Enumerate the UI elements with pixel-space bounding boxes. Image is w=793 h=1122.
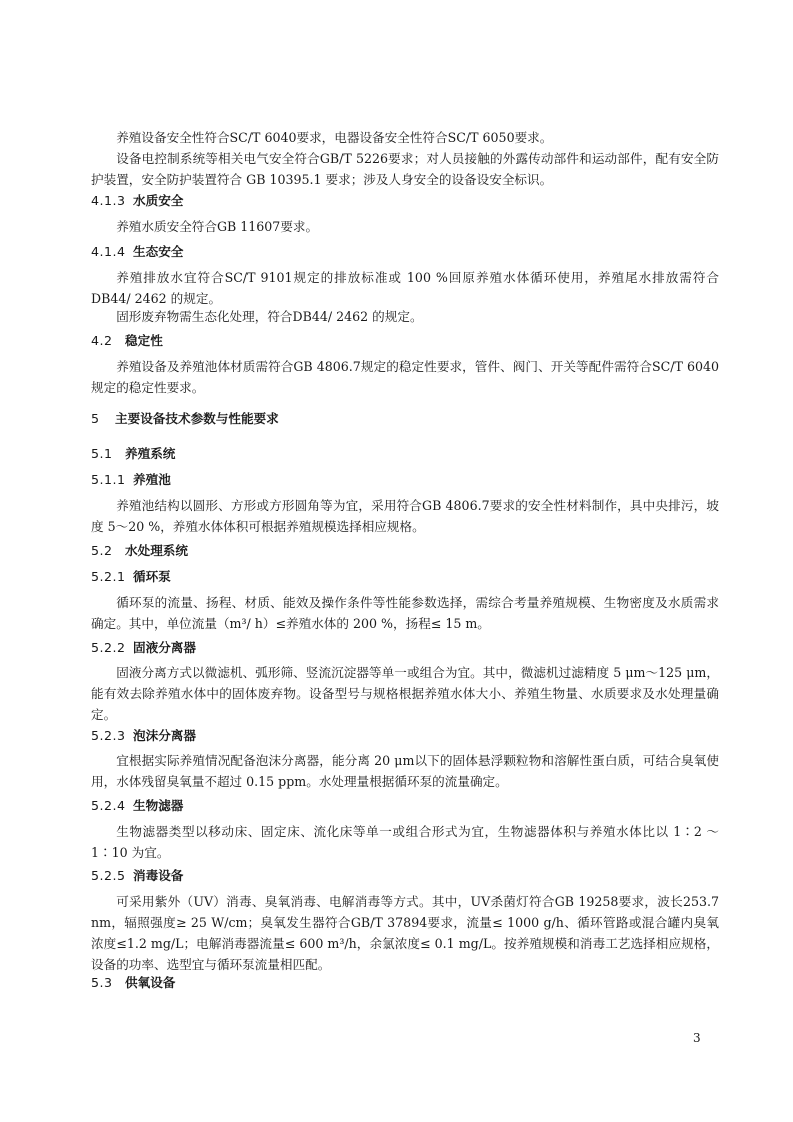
section-heading [91,444,719,464]
section-heading [91,866,719,886]
section-heading [91,242,719,262]
section-title: 生物滤器 [133,798,184,813]
paragraph: 养殖排放水宜符合SC/T 9101规定的排放标准或 100 %回原养殖水体循环使用，养殖尾水排放需符合 DB44/ 2462 的规定。 [91,270,719,306]
section-number: 5.2.5 [91,868,126,883]
paragraph: 循环泵的流量、扬程、材质、能效及操作条件等性能参数选择，需综合考量养殖规模、生物密度及水质需求确定。其中，单位流量（m³/ h）≤养殖水体的 200 %，扬程≤ 15 m。 [91,595,719,631]
section-heading [91,726,719,746]
section-number: 5 [91,411,100,426]
section-number: 5.2.3 [91,728,126,743]
section-title: 循环泵 [133,569,171,584]
page-number: 3 [693,1031,701,1045]
section-heading [91,470,719,490]
paragraph: 生物滤器类型以移动床、固定床、流化床等单一或组合形式为宜，生物滤器体积与养殖水体比以 1∶2 ～1∶10 为宜。 [91,824,719,860]
section-number: 4.2 [91,333,113,348]
paragraph: 固液分离方式以微滤机、弧形筛、竖流沉淀器等单一或组合为宜。其中，微滤机过滤精度 5 μm～125 μm，能有效去除养殖水体中的固体废弃物。设备型号与规格根据养殖水体大小、养殖生物量、水质要求及水处理量确定。 [91,665,719,722]
section-number: 5.1.1 [91,472,126,487]
section-heading [91,796,719,816]
paragraph: 养殖设备安全性符合SC/T 6040要求，电器设备安全性符合SC/T 6050要求。 [116,130,553,145]
section-title: 养殖池 [133,472,171,487]
section-number: 5.2.1 [91,569,126,584]
section-number: 5.3 [91,975,113,990]
paragraph: 宜根据实际养殖情况配备泡沫分离器，能分离 20 μm以下的固体悬浮颗粒物和溶解性蛋白质，可结合臭氧使用，水体残留臭氧量不超过 0.15 ppm。水处理量根据循环泵的流量确定。 [91,753,719,789]
section-title: 固液分离器 [133,640,196,655]
paragraph: 养殖设备及养殖池体材质需符合GB 4806.7规定的稳定性要求，管件、阀门、开关等配件需符合SC/T 6040规定的稳定性要求。 [91,359,719,395]
section-title: 稳定性 [125,333,163,348]
section-number: 4.1.4 [91,244,126,259]
section-title: 养殖系统 [125,446,176,461]
section-title: 主要设备技术参数与性能要求 [115,411,279,426]
section-number: 5.2.2 [91,640,126,655]
section-title: 水处理系统 [125,543,188,558]
section-heading [91,638,719,658]
section-heading [91,973,719,993]
section-title: 消毒设备 [133,868,184,883]
paragraph: 设备电控制系统等相关电气安全符合GB/T 5226要求；对人员接触的外露传动部件和运动部件，配有安全防护装置，安全防护装置符合 GB 10395.1 要求；涉及人身安全的设备设安全标识。 [91,151,719,187]
section-number: 5.2.4 [91,798,126,813]
section-title: 供氧设备 [125,975,176,990]
section-title: 水质安全 [133,193,184,208]
section-heading [91,567,719,587]
paragraph: 可采用紫外（UV）消毒、臭氧消毒、电解消毒等方式。其中，UV杀菌灯符合GB 19258要求，波长253.7 nm，辐照强度≥ 25 W/cm；臭氧发生器符合GB/T 37894要求，流量≤ 1000 g/h、循环管路或混合罐内臭氧浓度≤1.2 mg/L；电解消毒器流量≤ 600 m³/h，余氯浓度≤ 0.1 mg/L。按养殖规模和消毒工艺选择相应规格，设备的功率、选型宜与循环泵流量相匹配。 [91,894,719,972]
paragraph: 养殖水质安全符合GB 11607要求。 [116,219,319,234]
section-number: 5.2 [91,543,113,558]
paragraph: 养殖池结构以圆形、方形或方形圆角等为宜，采用符合GB 4806.7要求的安全性材料制作，具中央排污，坡度 5～20 %，养殖水体体积可根据养殖规模选择相应规格。 [91,498,719,534]
section-title: 泡沫分离器 [133,728,196,743]
section-number: 5.1 [91,446,113,461]
section-title: 生态安全 [133,244,184,259]
section-heading [91,191,719,211]
chapter-heading [91,409,719,429]
section-heading [91,331,719,351]
section-heading [91,541,719,561]
paragraph: 固形废弃物需生态化处理，符合DB44/ 2462 的规定。 [116,309,423,324]
section-number: 4.1.3 [91,193,126,208]
